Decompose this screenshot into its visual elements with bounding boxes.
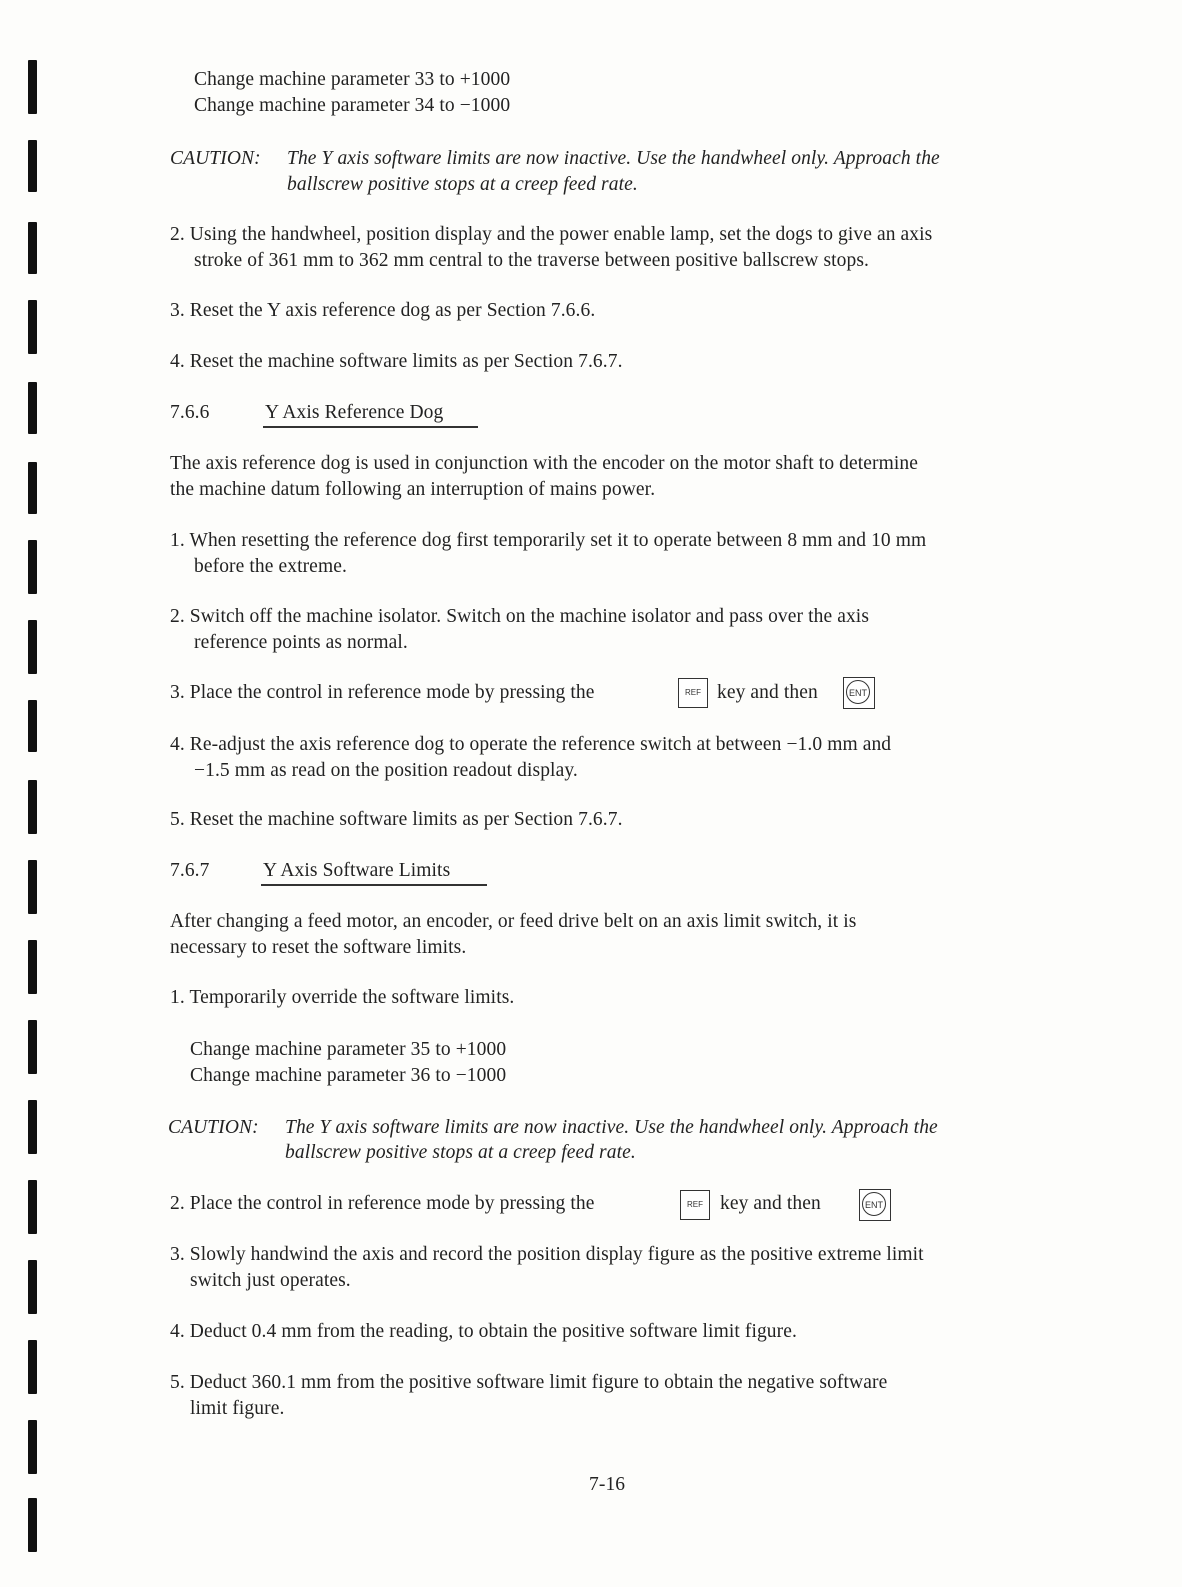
list-item: 1. When resetting the reference dog first temporarily set it to operate between 8 mm and 10 mm bbox=[170, 530, 927, 551]
binding-mark bbox=[28, 382, 37, 434]
list-item: 2. Using the handwheel, position display and the power enable lamp, set the dogs to give an axis bbox=[170, 224, 933, 245]
binding-mark bbox=[28, 300, 37, 354]
list-item: 4. Re-adjust the axis reference dog to operate the reference switch at between −1.0 mm and bbox=[170, 734, 892, 755]
paragraph: The axis reference dog is used in conjunction with the encoder on the motor shaft to determine bbox=[170, 453, 918, 474]
list-item: 4. Reset the machine software limits as per Section 7.6.7. bbox=[170, 351, 623, 372]
param-line: Change machine parameter 34 to −1000 bbox=[194, 95, 511, 116]
list-item: switch just operates. bbox=[190, 1270, 351, 1291]
list-item: before the extreme. bbox=[194, 556, 347, 577]
caution-text: The Y axis software limits are now inactive. Use the handwheel only. Approach the bbox=[287, 148, 940, 169]
list-item: key and then bbox=[717, 682, 818, 703]
binding-mark bbox=[28, 1420, 37, 1474]
list-item: stroke of 361 mm to 362 mm central to the traverse between positive ballscrew stops. bbox=[194, 250, 870, 271]
binding-mark bbox=[28, 1100, 37, 1154]
list-item: 1. Temporarily override the software limits. bbox=[170, 987, 515, 1008]
paragraph: necessary to reset the software limits. bbox=[170, 937, 467, 958]
binding-mark bbox=[28, 1340, 37, 1394]
list-item: 3. Place the control in reference mode by pressing the bbox=[170, 682, 595, 703]
binding-mark bbox=[28, 1020, 37, 1074]
section-title: Y Axis Reference Dog bbox=[265, 402, 444, 423]
param-line: Change machine parameter 35 to +1000 bbox=[190, 1039, 507, 1060]
section-number: 7.6.7 bbox=[170, 860, 210, 881]
param-line: Change machine parameter 36 to −1000 bbox=[190, 1065, 507, 1086]
list-item: 4. Deduct 0.4 mm from the reading, to obtain the positive software limit figure. bbox=[170, 1321, 797, 1342]
binding-mark bbox=[28, 1180, 37, 1234]
list-item: 3. Reset the Y axis reference dog as per Section 7.6.6. bbox=[170, 300, 596, 321]
binding-mark bbox=[28, 940, 37, 994]
list-item: reference points as normal. bbox=[194, 632, 408, 653]
paragraph: the machine datum following an interruption of mains power. bbox=[170, 479, 656, 500]
binding-mark bbox=[28, 60, 37, 114]
binding-mark bbox=[28, 222, 37, 274]
binding-mark bbox=[28, 1498, 37, 1552]
section-title-underline bbox=[263, 426, 478, 428]
caution-text: The Y axis software limits are now inactive. Use the handwheel only. Approach the bbox=[285, 1117, 938, 1138]
binding-mark bbox=[28, 860, 37, 914]
ent-key-icon: ENT bbox=[859, 1189, 891, 1221]
caution-text: ballscrew positive stops at a creep feed rate. bbox=[287, 174, 638, 195]
list-item: −1.5 mm as read on the position readout display. bbox=[194, 760, 578, 781]
list-item: 5. Deduct 360.1 mm from the positive software limit figure to obtain the negative software bbox=[170, 1372, 888, 1393]
param-line: Change machine parameter 33 to +1000 bbox=[194, 69, 511, 90]
caution-label: CAUTION: bbox=[168, 1117, 259, 1138]
list-item: 3. Slowly handwind the axis and record the position display figure as the positive extreme limit bbox=[170, 1244, 924, 1265]
list-item: 2. Place the control in reference mode by pressing the bbox=[170, 1193, 595, 1214]
caution-text: ballscrew positive stops at a creep feed rate. bbox=[285, 1142, 636, 1163]
list-item: key and then bbox=[720, 1193, 821, 1214]
binding-mark bbox=[28, 620, 37, 674]
caution-label: CAUTION: bbox=[170, 148, 261, 169]
binding-mark bbox=[28, 140, 37, 192]
binding-mark bbox=[28, 462, 37, 514]
binding-mark bbox=[28, 1260, 37, 1314]
list-item: 2. Switch off the machine isolator. Switch on the machine isolator and pass over the axis bbox=[170, 606, 870, 627]
list-item: limit figure. bbox=[190, 1398, 285, 1419]
list-item: 5. Reset the machine software limits as per Section 7.6.7. bbox=[170, 809, 623, 830]
binding-mark bbox=[28, 780, 37, 834]
ref-key-icon: REF bbox=[678, 678, 708, 708]
ent-key-icon: ENT bbox=[843, 677, 875, 709]
binding-mark bbox=[28, 540, 37, 594]
section-number: 7.6.6 bbox=[170, 402, 210, 423]
binding-mark bbox=[28, 700, 37, 752]
page-number: 7-16 bbox=[589, 1474, 626, 1495]
section-title: Y Axis Software Limits bbox=[263, 860, 451, 881]
section-title-underline bbox=[261, 884, 487, 886]
ref-key-icon: REF bbox=[680, 1190, 710, 1220]
paragraph: After changing a feed motor, an encoder, or feed drive belt on an axis limit switch, it is bbox=[170, 911, 857, 932]
